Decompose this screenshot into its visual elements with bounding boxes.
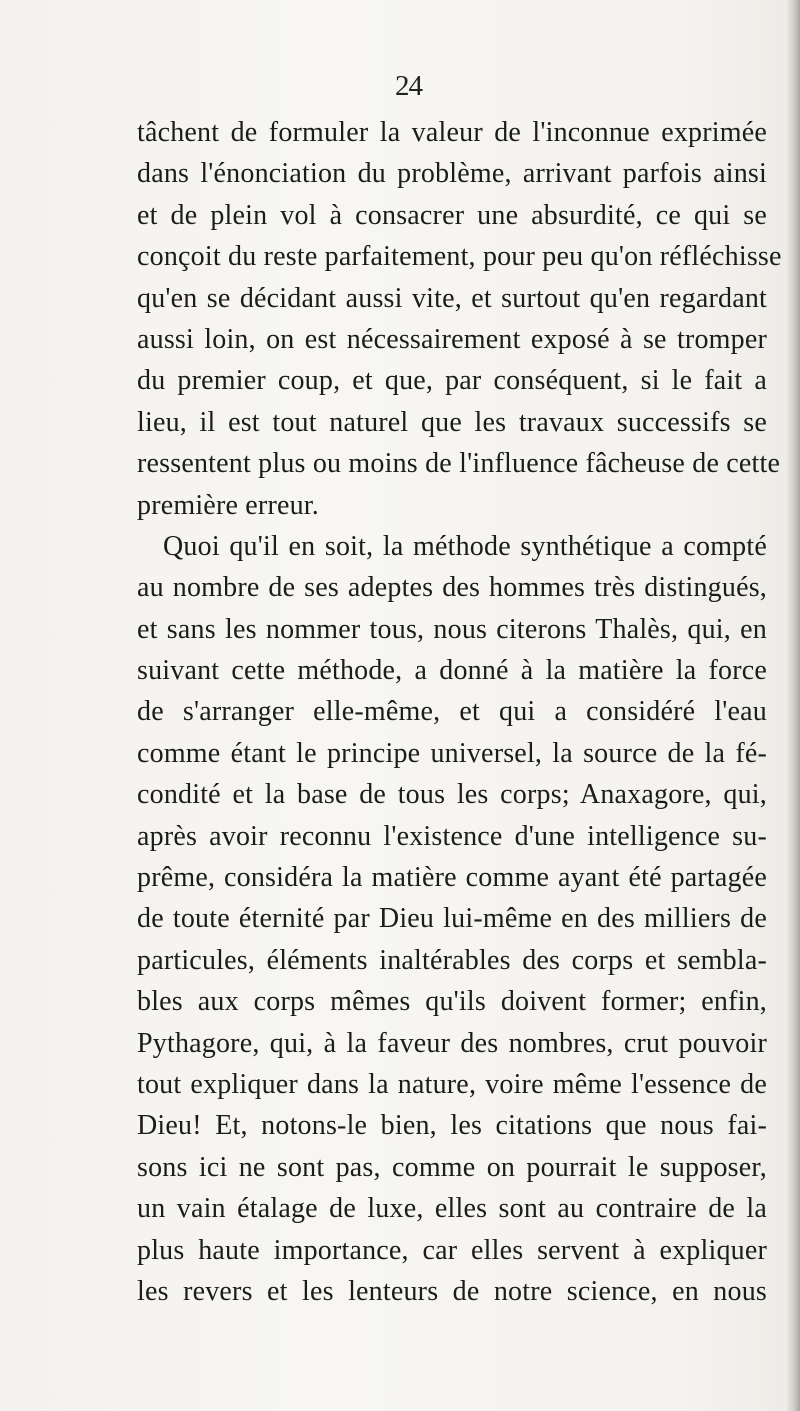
text-line: du premier coup, et que, par conséquent, si le fait a xyxy=(137,365,767,397)
text-line: et sans les nommer tous, nous citerons Thalès, qui, en xyxy=(137,613,767,645)
text-line: de toute éternité par Dieu lui-même en des milliers de xyxy=(137,903,767,935)
text-line: un vain étalage de luxe, elles sont au contraire de la xyxy=(137,1193,767,1225)
text-line: qu'en se décidant aussi vite, et surtout qu'en regardant xyxy=(137,282,767,314)
text-line: Dieu! Et, notons-le bien, les citations que nous fai- xyxy=(137,1110,767,1142)
text-line: tout expliquer dans la nature, voire même l'essence de xyxy=(137,1068,767,1100)
text-line: conçoit du reste parfaitement, pour peu qu'on réfléchisse xyxy=(137,241,782,273)
text-line: suivant cette méthode, a donné à la matière la force xyxy=(137,655,767,687)
text-line: ressentent plus ou moins de l'influence fâcheuse de cette xyxy=(137,448,781,480)
body-text xyxy=(137,112,782,1312)
text-line: comme étant le principe universel, la source de la fé- xyxy=(137,737,767,769)
text-line: dans l'énonciation du problème, arrivant parfois ainsi xyxy=(137,158,767,190)
text-line: aussi loin, on est nécessairement exposé à se tromper xyxy=(137,323,767,355)
text-line: après avoir reconnu l'existence d'une intelligence su- xyxy=(137,820,767,852)
text-line: Pythagore, qui, à la faveur des nombres, crut pouvoir xyxy=(137,1027,767,1059)
page-number: 24 xyxy=(395,70,422,102)
text-line: particules, éléments inaltérables des corps et sembla- xyxy=(137,944,767,976)
text-line: bles aux corps mêmes qu'ils doivent former; enfin, xyxy=(137,986,767,1018)
text-line: les revers et les lenteurs de notre science, en nous xyxy=(137,1275,767,1307)
text-line: au nombre de ses adeptes des hommes très distingués, xyxy=(137,572,767,604)
text-line: tâchent de formuler la valeur de l'inconnue exprimée xyxy=(137,117,767,148)
text-line: plus haute importance, car elles servent à expliquer xyxy=(137,1234,767,1266)
text-line: Quoi qu'il en soit, la méthode synthétique a compté xyxy=(163,530,767,562)
text-line: lieu, il est tout naturel que les travaux successifs se xyxy=(137,406,767,438)
text-line: de s'arranger elle-même, et qui a considéré l'eau xyxy=(137,696,767,728)
text-line: condité et la base de tous les corps; Anaxagore, qui, xyxy=(137,779,767,811)
text-line: sons ici ne sont pas, comme on pourrait le supposer, xyxy=(137,1151,767,1183)
text-line: prême, considéra la matière comme ayant été partagée xyxy=(137,862,767,894)
text-line: et de plein vol à consacrer une absurdité, ce qui se xyxy=(137,199,767,231)
text-line: première erreur. xyxy=(137,489,319,521)
page-edge-shadow xyxy=(786,0,800,1411)
